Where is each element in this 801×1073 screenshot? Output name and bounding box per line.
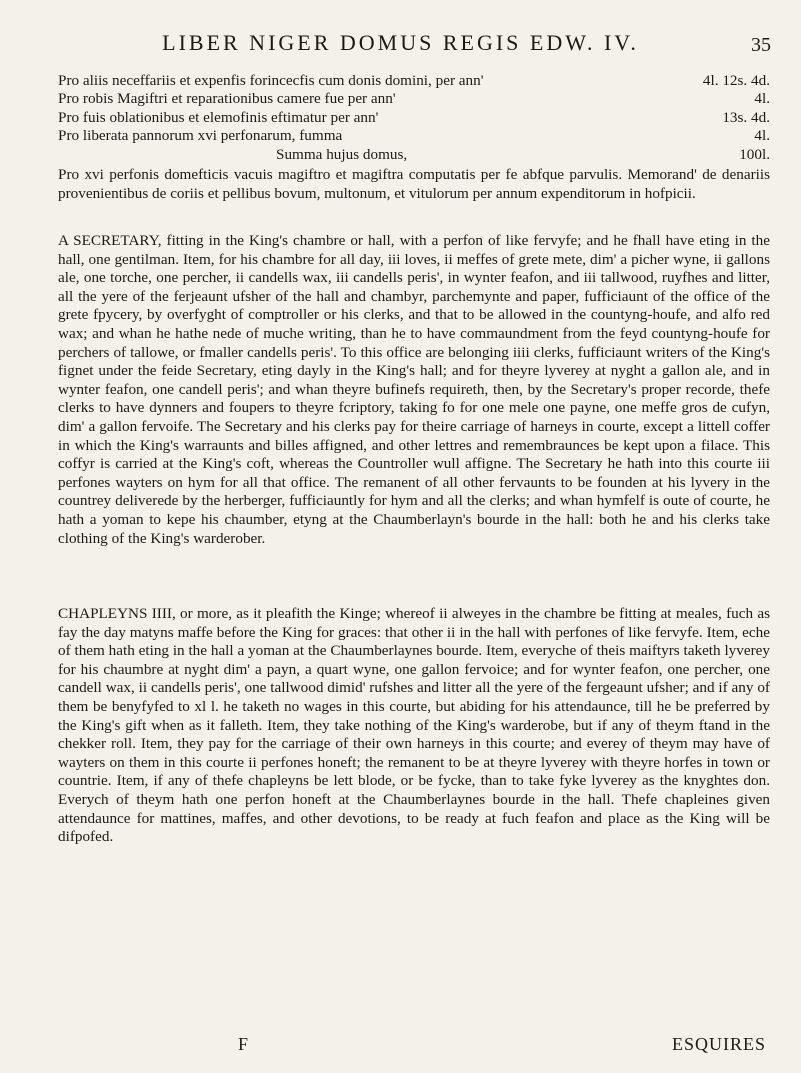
account-label: Pro robis Magiftri et reparationibus camere fue per ann' xyxy=(58,90,396,108)
account-total-amount: 100l. xyxy=(739,145,770,163)
account-amount: 13s. 4d. xyxy=(722,108,770,126)
page-number: 35 xyxy=(751,34,771,56)
account-row xyxy=(58,109,770,127)
page-footer xyxy=(58,1034,770,1058)
account-amount: 4l. 12s. 4d. xyxy=(702,72,770,89)
running-head: LIBER NIGER DOMUS REGIS EDW. IV. xyxy=(162,30,639,55)
accounts-list xyxy=(58,72,770,164)
memorandum-paragraph: Pro xvi perfonis domefticis vacuis magiftro et magiftra computatis per fe abfque parvulis. Memorand' de denariis provenientibus de coriis et pellibus bovum, multonum, et vitulorum per annum expenditorum in hofpicii. xyxy=(58,166,770,202)
account-row xyxy=(58,72,770,90)
account-label: Pro fuis oblationibus et elemofinis eftimatur per ann' xyxy=(58,108,379,126)
signature-mark: F xyxy=(238,1034,249,1054)
account-row xyxy=(58,90,770,108)
account-amount: 4l. xyxy=(754,90,770,108)
account-row xyxy=(58,127,770,145)
secretary-paragraph: A SECRETARY, fitting in the King's chambre or hall, with a perfon of like fervyfe; and he fhall have eting in the hall, one gentilman. Item, for his chambre for all day, iii loves, ii meffes of grete mete, dim' a picher wyne, ii gallons ale, one torche, one percher, ii candells wax, iii candells peris', in wynter feafon, and iii tallwood, ruyfhes and litter, all the yere of the ferjeaunt ufsher of the hall and chambyr, parchemynte and paper, fufficiaunt of the office of the grete fpycery, by overfyght of comptroller or his clerks, and that to be allowed in the countyng-houfe, and alfo red wax; and whan he hathe nede of muche writing, than he to have commaundment from the feyd countyng-houfe for perchers of tallowe, or fmaller candells peris'. To this office are belonging iiii clerks, fufficiaunt writers of the King's fignet under the feide Secretary, eting dayly in the King's hall; and for theyre lyverey at nyght a gallon ale, and in wynter feafon, one candell peris'; and whan theyre bufinefs requireth, then, by the Secretary's proper recorde, thefe clerks to have dynners and foupers to theyre fcriptory, taking fo for one mele one payne, one meffe gros de cufyn, dim' a gallon fervoife. The Secretary and his clerks pay for theire carriage of harneys in courte, except a littell coffer in which the King's warraunts and billes affigned, and other lettres and remembraunces be kept upon a filace. This coffyr is carried at the King's coft, whereas the Countroller wull affigne. The Secretary he hath into this courte iii perfones wayters on hym for all that office. The remanent of all other fervaunts to be founden at his lyvery in the countrey deliverede by the herberger, fufficiauntly for hym and all the clerks; and whan hymfelf is oute of courte, he hath a yoman to kepe his chaumber, etyng at the Chaumberlayn's bourde in the hall: both he and his clerks take clothing of the King's warderober. xyxy=(58,232,770,547)
account-label: Pro aliis neceffariis et expenfis forincecfis cum donis domini, per ann' xyxy=(58,72,484,89)
chapleyns-paragraph: CHAPLEYNS IIII, or more, as it pleafith the Kinge; whereof ii alweyes in the chambre be fitting at meales, fuch as fay the day matyns maffe before the King for graces: that other ii in the hall with perfones of like fervyfe. Item, eche of them hath eting in the hall a yoman at the Chaumberlaynes bourde. Item, everyche of theis maiftyrs taketh lyverey for his chaumbre at nyght dim' a payn, a quart wyne, one gallon fervoice; and for wynter feafon, one percher, one candell wax, ii candells peris', one tallwood dimid' rufshes and litter all the yere of the fergeaunt ufsher; and if any of them be benyfyfed to xl l. he taketh no wages in this courte, but abiding for his attendaunce, till he be preferred by the King's gift when as it falleth. Item, they take nothing of the King's warderobe, but if any of theym ftand in the chekker roll. Item, they pay for the carriage of their own harneys in this courte; and everey of theym may have of wayters on them in this courte ii perfones honeft; the remanent to be at theyre lyverey with theyre horfes in town or countrie. Item, if any of thefe chapleyns be lett blode, or be fycke, than to take fyke lyverey as the knyghtes don. Everych of theym hath one perfon honeft at the Chaumberlaynes bourde in the hall. Thefe chapleines given attendaunce for mattines, maffes, and other devotions, to be ready at fuch feafon and place as the King will be difpofed. xyxy=(58,605,770,846)
account-amount: 4l. xyxy=(754,127,770,145)
account-total-row xyxy=(58,146,770,164)
account-label: Pro liberata pannorum xvi perfonarum, fumma xyxy=(58,127,343,145)
account-total-label: Summa hujus domus, xyxy=(276,145,408,163)
catchword: ESQUIRES xyxy=(671,1034,766,1054)
